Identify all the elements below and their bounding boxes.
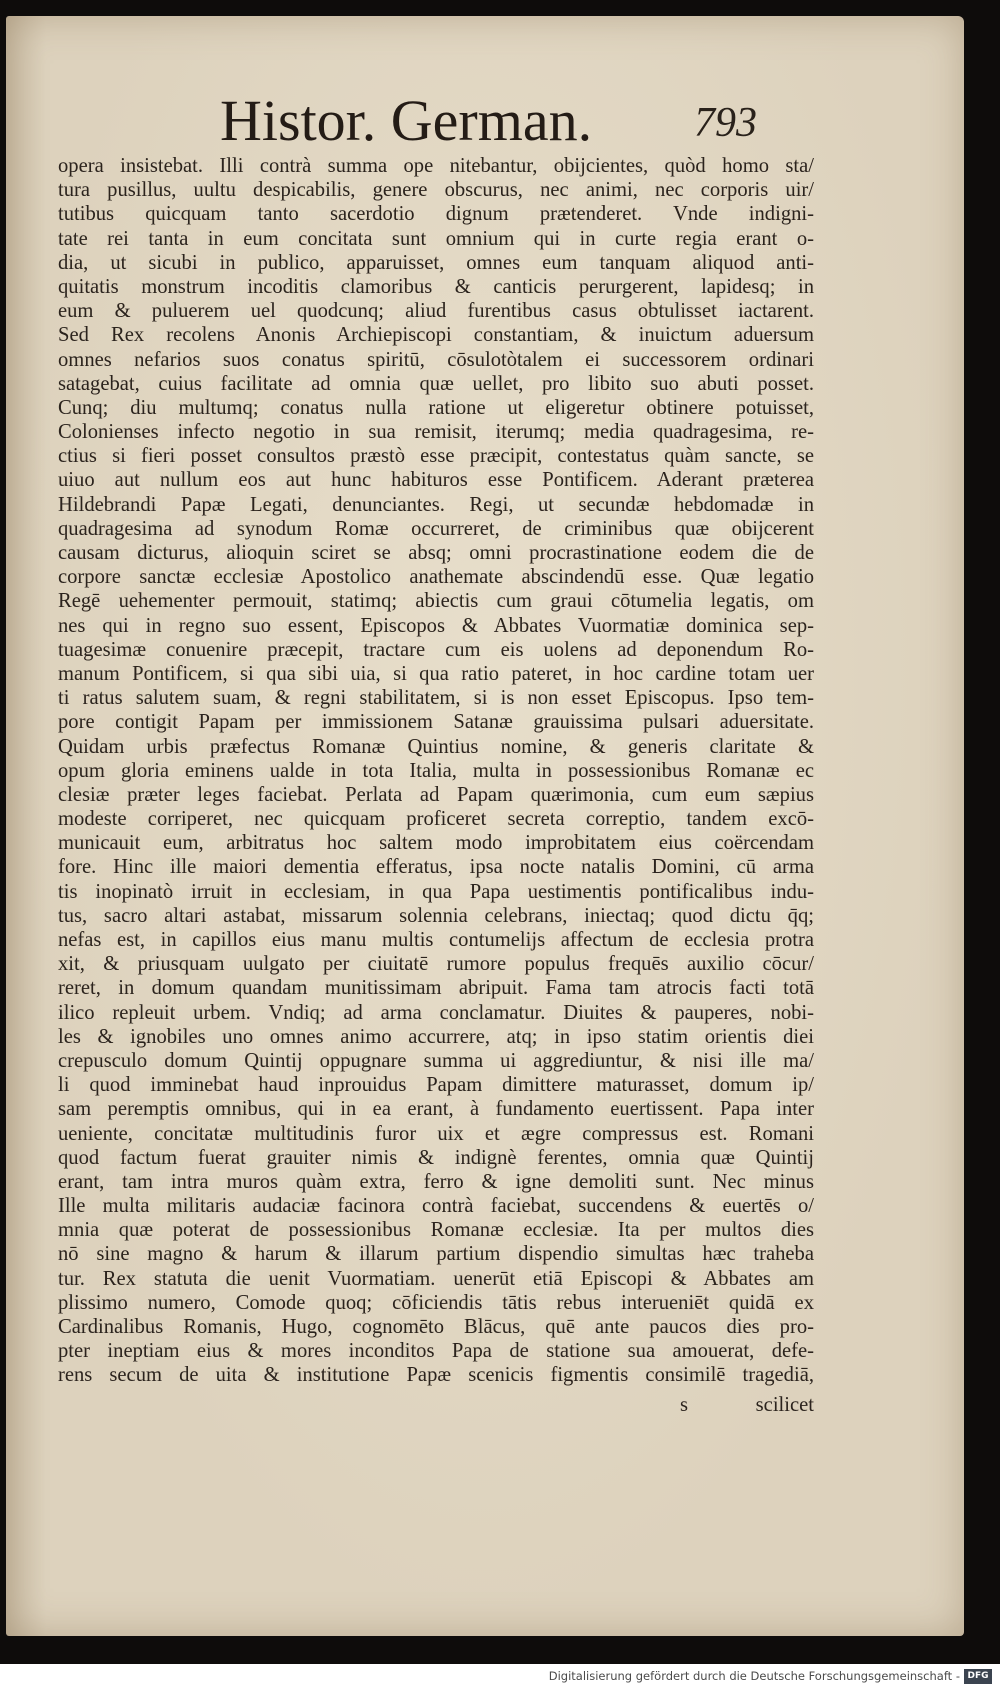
text-line: eum & puluerem uel quodcunq; aliud furentibus casus obtulisset iactarent.: [58, 300, 814, 323]
text-line: tura pusillus, uultu despicabilis, genere obscurus, nec animi, nec corporis uir/: [58, 179, 814, 202]
text-line: crepusculo domum Quintij oppugnare summa ui aggrediuntur, & nisi ille ma/: [58, 1049, 814, 1072]
text-line: Cardinalibus Romanis, Hugo, cognomēto Blācus, quē ante paucos dies pro-: [58, 1316, 814, 1338]
text-line: opera insistebat. Illi contrà summa ope nitebantur, obijcientes, quòd homo sta/: [58, 155, 814, 177]
text-line: corpore sanctæ ecclesiæ Apostolico anathemate abscindendū esse. Quæ legatio: [58, 566, 814, 589]
text-line: ilico repleuit urbem. Vndiq; ad arma conclamatur. Diuites & pauperes, nobi-: [58, 1001, 814, 1024]
text-line: ti ratus salutem suam, & regni stabilitatem, si is non esset Episcopus. Ipso tem-: [58, 687, 814, 710]
text-line: sam peremptis omnibus, qui in ea erant, à fundamento euertissent. Papa inter: [58, 1098, 814, 1121]
text-line: uiuo aut nullum eos aut hunc habituros esse Pontificem. Aderant præterea: [58, 469, 814, 492]
text-line: causam dicturus, alioquin sciret se absq; omni procrastinatione eodem die de: [58, 542, 814, 564]
text-line: Colonienses infecto negotio in sua remisit, iterumq; media quadragesima, re-: [58, 421, 814, 444]
text-line: Sed Rex recolens Anonis Archiepiscopi constantiam, & inuictum aduersum: [58, 324, 814, 347]
text-line: omnes nefarios suos conatus spiritū, cōsulotòtalem ei successorem ordinari: [58, 348, 814, 371]
text-line: reret, in domum quandam munitissimam abripuit. Fama tam atrocis facti totā: [58, 977, 814, 1000]
text-line: ueniente, concitatæ multitudinis furor uix et ægre compressus est. Romani: [58, 1122, 814, 1145]
text-line: erant, tam intra muros quàm extra, ferro & igne demoliti sunt. Nec minus: [58, 1170, 814, 1193]
text-line: satagebat, cuius facilitate ad omnia quæ uellet, pro libito suo abuti posset.: [58, 372, 814, 395]
text-line: Hildebrandi Papæ Legati, denunciantes. Regi, ut secundæ hebdomadæ in: [58, 493, 814, 516]
dfg-logo-icon: DFG: [964, 1669, 992, 1684]
text-line: tutibus quicquam tanto sacerdotio dignum prætenderet. Vnde indigni-: [58, 203, 814, 226]
catchword: scilicet: [755, 1394, 814, 1416]
running-head-title: Histor. German.: [220, 88, 593, 153]
text-line: Ille multa militaris audaciæ facinora contrà faciebat, succendens & euertēs o/: [58, 1195, 814, 1218]
signature-mark: s: [680, 1394, 689, 1416]
text-line: quitatis monstrum incoditis clamoribus & canticis perurgerent, lapidesq; in: [58, 275, 814, 298]
text-line: modeste corriperet, nec quicquam proficeret secreta correptio, tandem excō-: [58, 808, 814, 831]
text-line: clesiæ præter leges faciebat. Perlata ad Papam quærimonia, cum eum sæpius: [58, 783, 814, 806]
book-page: [6, 16, 964, 1636]
text-line: rens secum de uita & institutione Papæ scenicis figmentis consimilē tragediā,: [58, 1364, 814, 1387]
text-line: pter ineptiam eius & mores inconditos Papa de statione sua amouerat, defe-: [58, 1340, 814, 1363]
text-line: tur. Rex statuta die uenit Vuormatiam. uenerūt etiā Episcopi & Abbates am: [58, 1267, 814, 1290]
text-line: plissimo numero, Comode quoq; cōficiendis tātis rebus interueniēt quidā ex: [58, 1291, 814, 1314]
body-text: [58, 154, 814, 1388]
text-line: tate rei tanta in eum concitata sunt omnium qui in curte regia erant o-: [58, 227, 814, 250]
text-line: municauit eum, arbitratus hoc saltem modo improbitatem eius coërcendam: [58, 832, 814, 855]
text-line: nes qui in regno suo essent, Episcopos & Abbates Vuormatiæ dominica sep-: [58, 614, 814, 637]
text-line: li quod imminebat haud inprouidus Papam dimittere maturasset, domum ip/: [58, 1074, 814, 1097]
text-line: Regē uehementer permouit, statimq; abiectis cum graui cōtumelia legatis, om: [58, 590, 814, 613]
text-line: manum Pontificem, si qua sibi uia, si qua ratio pateret, in hoc cardine totam uer: [58, 662, 814, 685]
text-line: xit, & priusquam uulgato per ciuitatē rumore populus frequēs auxilio cōcur/: [58, 953, 814, 976]
text-line: Quidam urbis præfectus Romanæ Quintius nomine, & generis claritate &: [58, 735, 814, 758]
text-line: quadragesima ad synodum Romæ occurreret, de criminibus quæ obijcerent: [58, 517, 814, 540]
text-line: tis inopinatò irruit in ecclesiam, in qua Papa uestimentis pontificalibus indu-: [58, 880, 814, 903]
text-line: opum gloria eminens ualde in tota Italia, multa in possessionibus Romanæ ec: [58, 759, 814, 782]
text-line: nō sine magno & harum & illarum partium dispendio simultas hæc traheba: [58, 1243, 814, 1266]
catchwords-line: [666, 1392, 814, 1418]
text-line: quod factum fuerat grauiter nimis & indignè ferentes, omnia quæ Quintij: [58, 1146, 814, 1169]
text-line: tus, sacro altari astabat, missarum solennia celebrans, iniectaq; quod dictu q̄q;: [58, 904, 814, 927]
page-number: 793: [694, 100, 757, 146]
footer-bar: [0, 1664, 1000, 1690]
text-line: les & ignobiles uno omnes animo accurrere, atq; in ipso statim orientis diei: [58, 1025, 814, 1048]
text-line: tuagesimæ conuenire præcepit, tractare cum eis uolens ad deponendum Ro-: [58, 638, 814, 661]
text-line: dia, ut sicubi in publico, apparuisset, omnes eum tanquam aliquod anti-: [58, 251, 814, 274]
footer-credit: Digitalisierung gefördert durch die Deutsche Forschungsgemeinschaft -: [548, 1669, 960, 1683]
text-line: nefas est, in capillos eius manu multis contumelijs affectum de ecclesia protra: [58, 929, 814, 951]
text-line: pore contigit Papam per immissionem Satanæ grauissima pulsari aduersitate.: [58, 711, 814, 734]
text-line: mnia quæ poterat de possessionibus Romanæ ecclesiæ. Ita per multos dies: [58, 1219, 814, 1242]
text-line: Cunq; diu multumq; conatus nulla ratione ut eligeretur obtinere potuisset,: [58, 396, 814, 419]
text-line: ctius si fieri posset consultos præstò esse præcipit, contestatus quàm sancte, se: [58, 445, 814, 468]
text-line: fore. Hinc ille maiori dementia efferatus, ipsa nocte natalis Domini, cū arma: [58, 856, 814, 879]
